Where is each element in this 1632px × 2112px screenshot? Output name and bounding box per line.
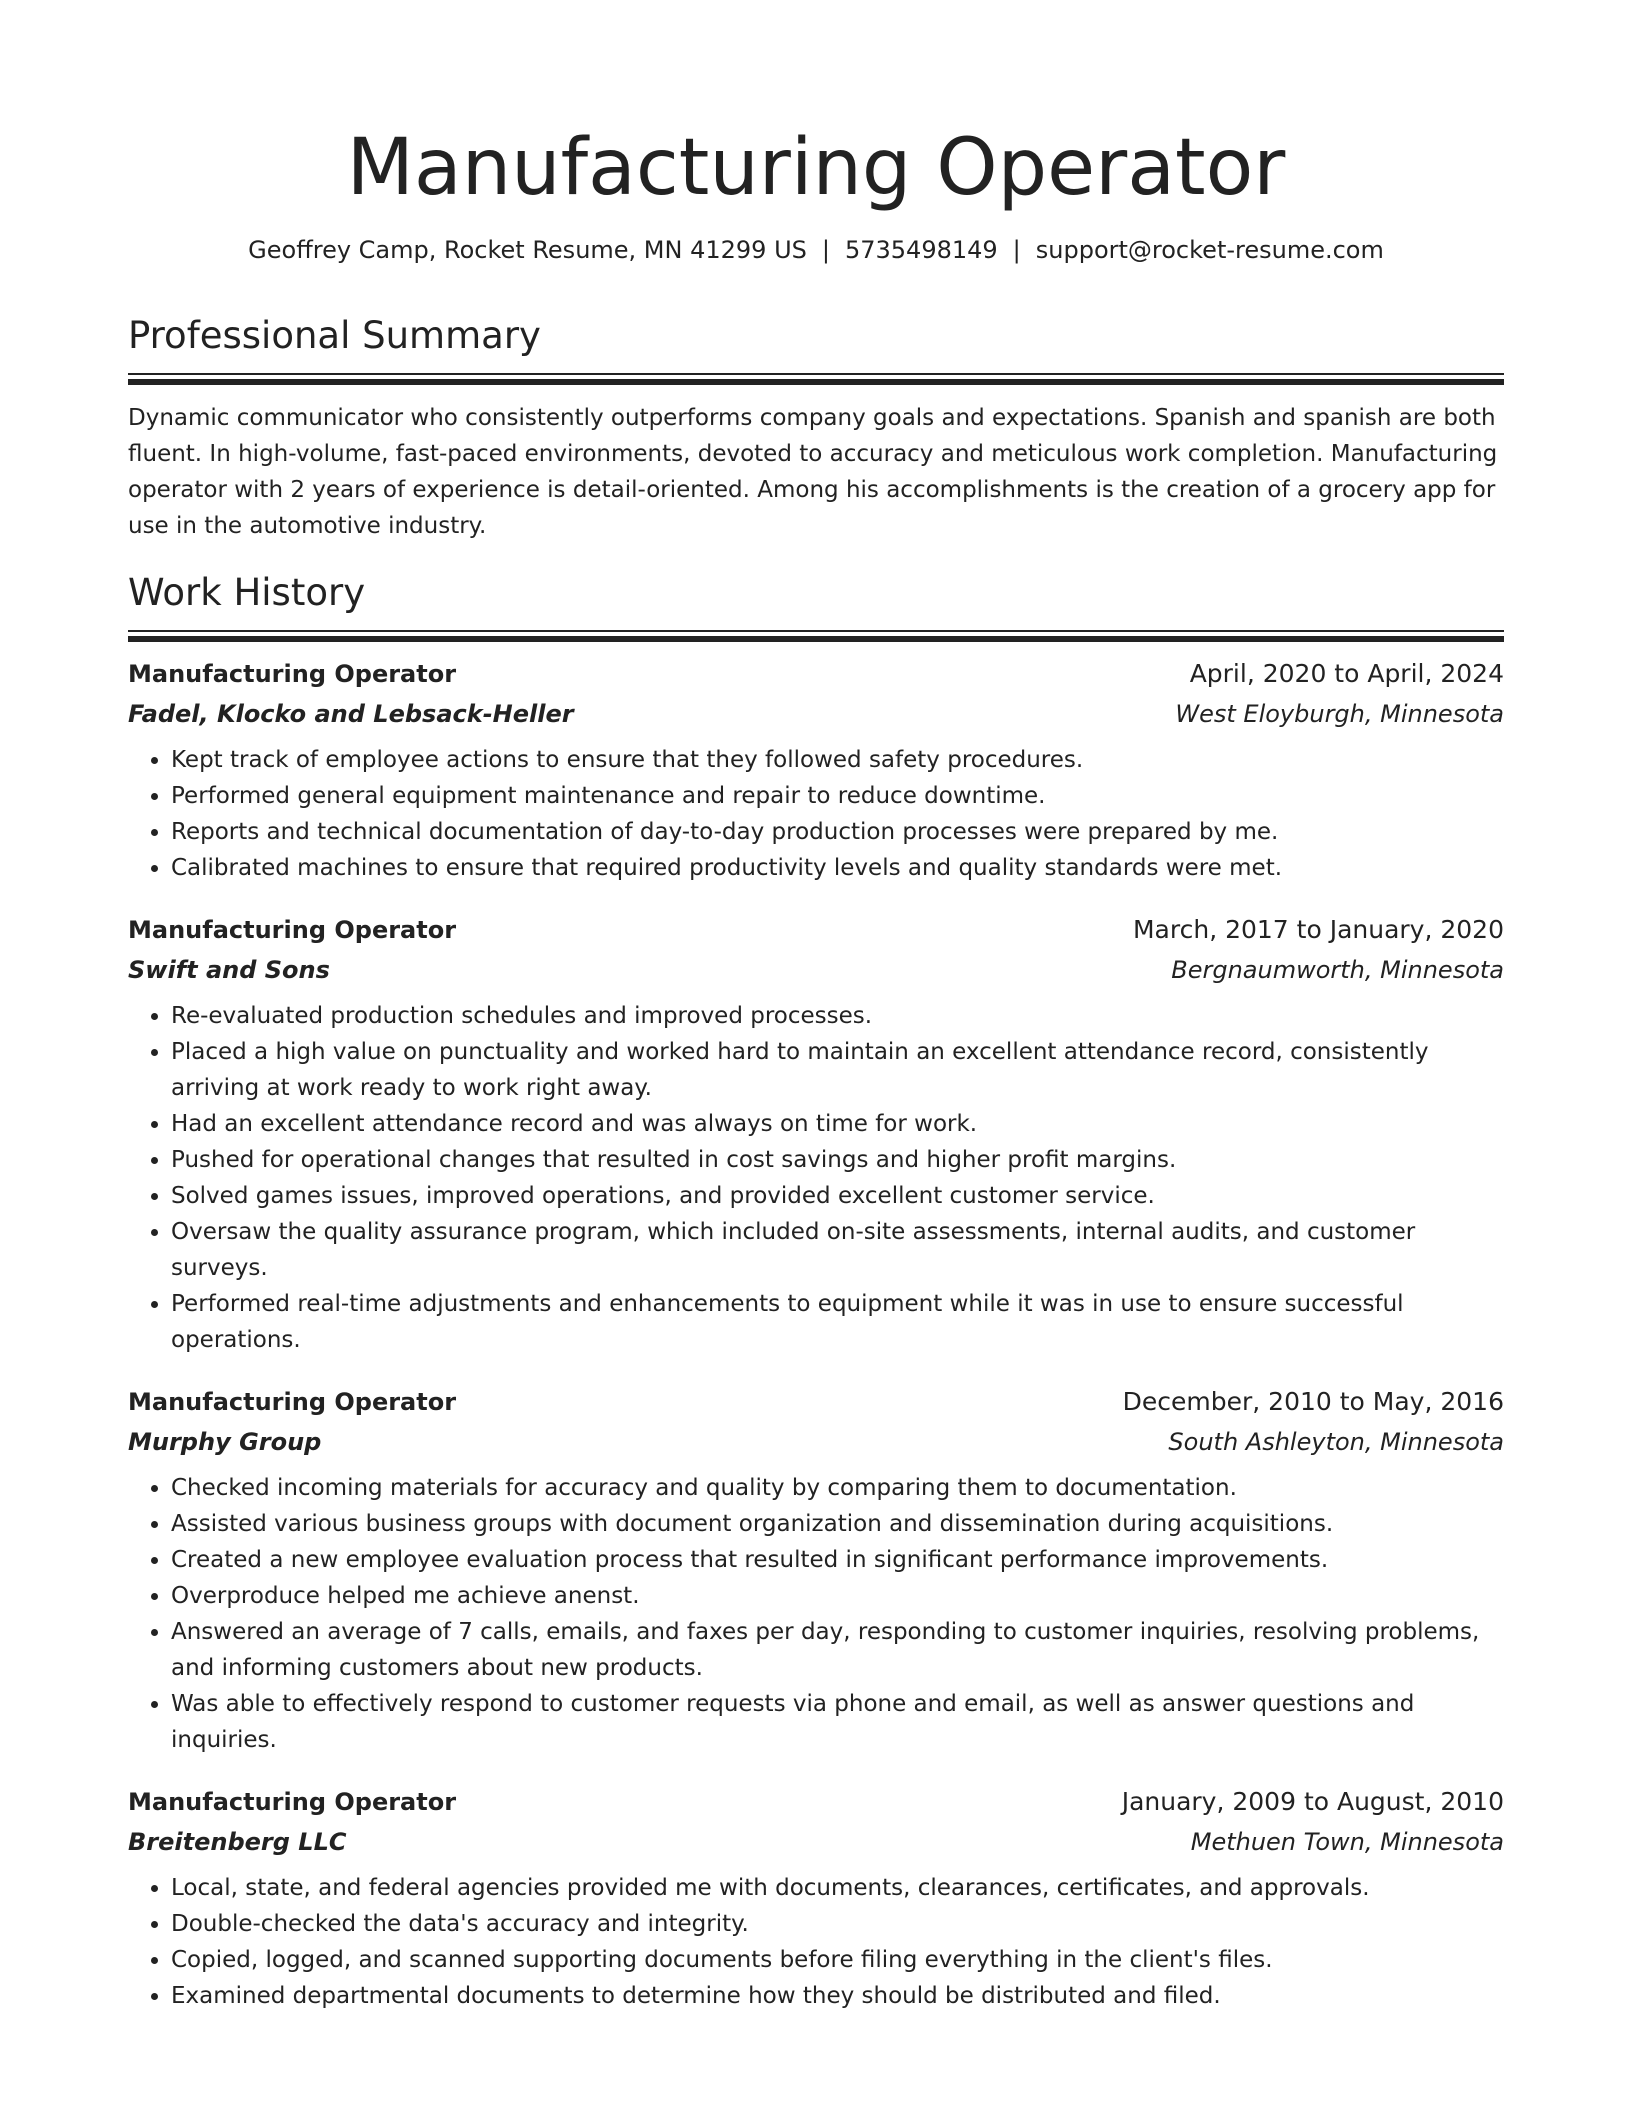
job-company: Murphy Group: [128, 1428, 322, 1456]
job-location: Bergnaumworth, Minnesota: [1171, 956, 1504, 984]
job-bullet: • Calibrated machines to ensure that required productivity levels and quality standards were met.: [171, 850, 1504, 886]
job-bullet: • Double-checked the data's accuracy and integrity.: [171, 1906, 1504, 1942]
job-dates: March, 2017 to January, 2020: [1132, 915, 1504, 944]
job-title-row: [128, 654, 1504, 694]
job-bullet-list: [128, 998, 1504, 1358]
job-company-row: [128, 1422, 1504, 1462]
job-title: Manufacturing Operator: [128, 916, 457, 944]
work-history-section: [128, 570, 1504, 2014]
contact-phone: 5735498149: [844, 236, 998, 264]
section-divider: [128, 373, 1504, 385]
job-title: Manufacturing Operator: [128, 1788, 457, 1816]
job-bullet: • Had an excellent attendance record and was always on time for work.: [171, 1106, 1504, 1142]
job-bullet: • Checked incoming materials for accuracy and quality by comparing them to documentation.: [171, 1470, 1504, 1506]
job-title-row: [128, 1782, 1504, 1822]
section-divider: [128, 630, 1504, 642]
job-company-row: [128, 1822, 1504, 1862]
job-location: West Eloyburgh, Minnesota: [1175, 700, 1504, 728]
job-bullet: • Performed general equipment maintenance and repair to reduce downtime.: [171, 778, 1504, 814]
job-bullet: • Local, state, and federal agencies provided me with documents, clearances, certificates, and approvals.: [171, 1870, 1504, 1906]
job-bullet: • Overproduce helped me achieve anenst.: [171, 1578, 1504, 1614]
job-bullet: • Was able to effectively respond to customer requests via phone and email, as well as answer questions and inquiries.: [171, 1686, 1504, 1758]
contact-line: [128, 235, 1504, 265]
job-title: Manufacturing Operator: [128, 1388, 457, 1416]
job-bullet: • Placed a high value on punctuality and worked hard to maintain an excellent attendance record, consistently arriving at work ready to work right away.: [171, 1034, 1504, 1106]
job-title-row: [128, 910, 1504, 950]
job-bullet-list: [128, 1470, 1504, 1758]
job-dates: April, 2020 to April, 2024: [1189, 659, 1504, 688]
jobs-list: [128, 654, 1504, 2014]
contact-separator: |: [821, 236, 830, 264]
job-bullet: • Solved games issues, improved operations, and provided excellent customer service.: [171, 1178, 1504, 1214]
job-dates: January, 2009 to August, 2010: [1121, 1787, 1504, 1816]
resume-page: [128, 0, 1504, 2014]
job-bullet: • Oversaw the quality assurance program, which included on-site assessments, internal audits, and customer surveys.: [171, 1214, 1504, 1286]
job-entry: [128, 1382, 1504, 1758]
section-heading-work-history: Work History: [128, 571, 366, 614]
job-bullet: • Created a new employee evaluation process that resulted in significant performance improvements.: [171, 1542, 1504, 1578]
job-location: South Ashleyton, Minnesota: [1168, 1428, 1504, 1456]
job-company-row: [128, 950, 1504, 990]
job-bullet: • Copied, logged, and scanned supporting documents before filing everything in the client's files.: [171, 1942, 1504, 1978]
job-title-row: [128, 1382, 1504, 1422]
resume-title: Manufacturing Operator: [346, 123, 1286, 213]
job-bullet-list: [128, 742, 1504, 886]
job-entry: [128, 910, 1504, 1358]
job-bullet: • Assisted various business groups with document organization and dissemination during acquisitions.: [171, 1506, 1504, 1542]
job-bullet: • Reports and technical documentation of day-to-day production processes were prepared by me.: [171, 814, 1504, 850]
job-company: Breitenberg LLC: [128, 1828, 347, 1856]
contact-separator: |: [1012, 236, 1021, 264]
contact-address: Geoffrey Camp, Rocket Resume, MN 41299 US: [248, 236, 807, 264]
job-company-row: [128, 694, 1504, 734]
job-dates: December, 2010 to May, 2016: [1122, 1387, 1504, 1416]
job-company: Fadel, Klocko and Lebsack-Heller: [128, 700, 574, 728]
job-bullet: • Answered an average of 7 calls, emails, and faxes per day, responding to customer inquiries, resolving problems, and informing customers about new products.: [171, 1614, 1504, 1686]
job-bullet: • Performed real-time adjustments and enhancements to equipment while it was in use to ensure successful operations.: [171, 1286, 1504, 1358]
section-heading-summary: Professional Summary: [128, 314, 541, 357]
job-entry: [128, 1782, 1504, 2014]
job-bullet: • Re-evaluated production schedules and improved processes.: [171, 998, 1504, 1034]
summary-text: Dynamic communicator who consistently outperforms company goals and expectations. Spanish and spanish are both fluent. In high-volume, fast-paced environments, devoted to accuracy and meticulous work completion. Manufacturing operator with 2 years of experience is detail-oriented. Among his accomplishments is the creation of a grocery app for use in the automotive industry.: [128, 405, 1498, 539]
job-entry: [128, 654, 1504, 886]
job-bullet: • Kept track of employee actions to ensure that they followed safety procedures.: [171, 742, 1504, 778]
job-bullet-list: [128, 1870, 1504, 2014]
professional-summary-section: [128, 313, 1504, 544]
job-bullet: • Examined departmental documents to determine how they should be distributed and filed.: [171, 1978, 1504, 2014]
contact-email: support@rocket-resume.com: [1035, 236, 1384, 264]
job-bullet: • Pushed for operational changes that resulted in cost savings and higher profit margins.: [171, 1142, 1504, 1178]
job-company: Swift and Sons: [128, 956, 330, 984]
job-title: Manufacturing Operator: [128, 660, 457, 688]
job-location: Methuen Town, Minnesota: [1190, 1828, 1504, 1856]
